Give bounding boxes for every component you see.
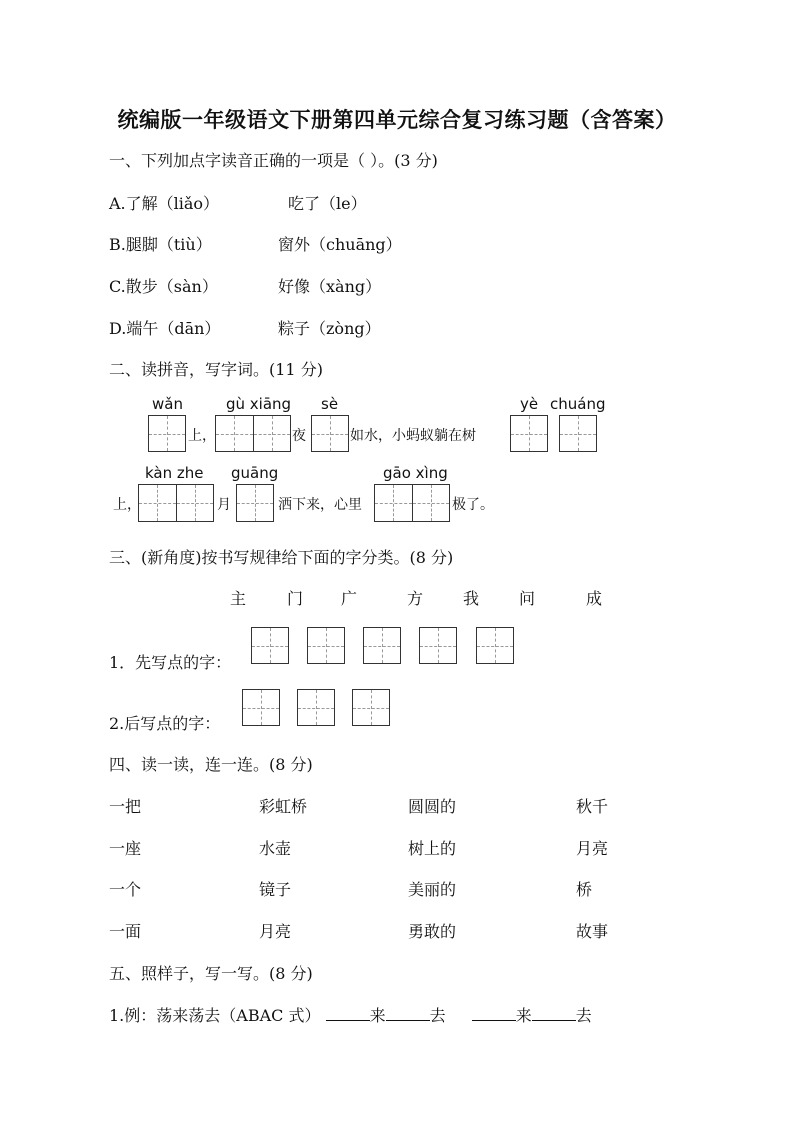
pinyin-chuang: chuáng xyxy=(550,395,606,413)
q4-cell[interactable]: 树上的 xyxy=(408,839,457,858)
q3-sub2: 2.后写点的字： xyxy=(109,714,221,733)
q3-char-zhu: 主 xyxy=(230,589,247,608)
q4-cell[interactable]: 圆圆的 xyxy=(408,797,457,816)
q3-box-after-2[interactable] xyxy=(297,689,335,726)
pinyin-wan: wǎn xyxy=(152,395,183,413)
q1-option-b-right: 窗外（chuāng） xyxy=(278,235,402,254)
q4-cell[interactable]: 勇敢的 xyxy=(408,922,457,941)
q4-cell[interactable]: 美丽的 xyxy=(408,880,457,899)
pinyin-guang: guāng xyxy=(231,464,279,482)
q3-box-after-1[interactable] xyxy=(242,689,280,726)
pinyin-ye: yè xyxy=(520,395,539,413)
q5-blank-3[interactable] xyxy=(472,1004,516,1021)
q2-text-2: 夜 xyxy=(292,428,306,444)
q3-char-men: 门 xyxy=(287,589,304,608)
q2-text-3: 如水，小蚂蚁躺在树 xyxy=(350,428,476,444)
q1-option-d-right: 粽子（zòng） xyxy=(278,319,381,338)
q3-box-first-4[interactable] xyxy=(419,627,457,664)
q4-cell[interactable]: 月亮 xyxy=(259,922,292,941)
q2-heading: 二、读拼音，写字词。(11 分) xyxy=(109,360,323,379)
q2-text-4: 上， xyxy=(113,497,141,513)
q1-option-a-right: 吃了（le） xyxy=(288,194,367,213)
q4-cell[interactable]: 一面 xyxy=(109,922,142,941)
q3-char-wen: 问 xyxy=(519,589,536,608)
q3-box-after-3[interactable] xyxy=(352,689,390,726)
q1-heading: 一、下列加点字读音正确的一项是（ ）。(3 分) xyxy=(109,151,438,170)
q3-char-fang: 方 xyxy=(407,589,424,608)
q3-char-wo: 我 xyxy=(463,589,480,608)
q2-text-7: 极了。 xyxy=(452,497,494,513)
pinyin-gaoxing: gāo xìng xyxy=(383,464,448,482)
q4-heading: 四、读一读，连一连。(8 分) xyxy=(109,755,313,774)
write-box-kanzhe[interactable] xyxy=(138,484,214,522)
write-box-gaoxing[interactable] xyxy=(374,484,450,522)
q4-cell[interactable]: 一把 xyxy=(109,797,142,816)
q4-cell[interactable]: 一个 xyxy=(109,880,142,899)
page-title: 统编版一年级语文下册第四单元综合复习练习题（含答案） xyxy=(117,108,677,132)
q5-qu-2: 去 xyxy=(575,1006,592,1025)
q5-blank-2[interactable] xyxy=(386,1004,430,1021)
write-box-ye[interactable] xyxy=(510,415,548,452)
q4-cell[interactable]: 桥 xyxy=(576,880,593,899)
q1-option-d-left: D.端午（dān） xyxy=(109,319,221,338)
q3-heading: 三、(新角度)按书写规律给下面的字分类。(8 分) xyxy=(109,548,454,567)
q4-cell[interactable]: 水壶 xyxy=(259,839,292,858)
q5-blank-1[interactable] xyxy=(326,1004,370,1021)
pinyin-se: sè xyxy=(321,395,339,413)
write-box-se[interactable] xyxy=(311,415,349,452)
q3-sub1: 1．先写点的字： xyxy=(109,653,232,672)
write-box-guxiang[interactable] xyxy=(215,415,291,452)
q3-box-first-5[interactable] xyxy=(476,627,514,664)
q3-char-cheng: 成 xyxy=(586,589,603,608)
q1-option-a-left: A.了解（liǎo） xyxy=(109,194,220,213)
q4-cell[interactable]: 一座 xyxy=(109,839,142,858)
q2-text-1: 上， xyxy=(188,428,216,444)
q3-box-first-3[interactable] xyxy=(363,627,401,664)
q2-text-6: 洒下来，心里 xyxy=(278,497,362,513)
q5-example-label: 1.例：荡来荡去（ABAC 式） xyxy=(109,1006,321,1025)
q3-char-guang: 广 xyxy=(341,589,358,608)
pinyin-kanzhe: kàn zhe xyxy=(145,464,204,482)
q5-lai-1: 来 xyxy=(369,1006,386,1025)
pinyin-guxiang: gù xiāng xyxy=(226,395,292,413)
q1-option-c-right: 好像（xàng） xyxy=(278,277,382,296)
q5-heading: 五、照样子，写一写。(8 分) xyxy=(109,964,313,983)
q5-lai-2: 来 xyxy=(515,1006,532,1025)
write-box-wan[interactable] xyxy=(148,415,186,452)
q4-cell[interactable]: 彩虹桥 xyxy=(259,797,308,816)
q3-box-first-2[interactable] xyxy=(307,627,345,664)
q2-text-5: 月 xyxy=(217,497,231,513)
q5-qu-1: 去 xyxy=(429,1006,446,1025)
q4-cell[interactable]: 月亮 xyxy=(576,839,609,858)
q4-cell[interactable]: 故事 xyxy=(576,922,609,941)
q3-box-first-1[interactable] xyxy=(251,627,289,664)
write-box-chuang[interactable] xyxy=(559,415,597,452)
write-box-guang[interactable] xyxy=(236,484,274,522)
q4-cell[interactable]: 秋千 xyxy=(576,797,609,816)
q1-option-c-left: C.散步（sàn） xyxy=(109,277,218,296)
q4-cell[interactable]: 镜子 xyxy=(259,880,292,899)
q5-example-row xyxy=(109,1003,592,1026)
q5-blank-4[interactable] xyxy=(532,1004,576,1021)
q1-option-b-left: B.腿脚（tiù） xyxy=(109,235,212,254)
